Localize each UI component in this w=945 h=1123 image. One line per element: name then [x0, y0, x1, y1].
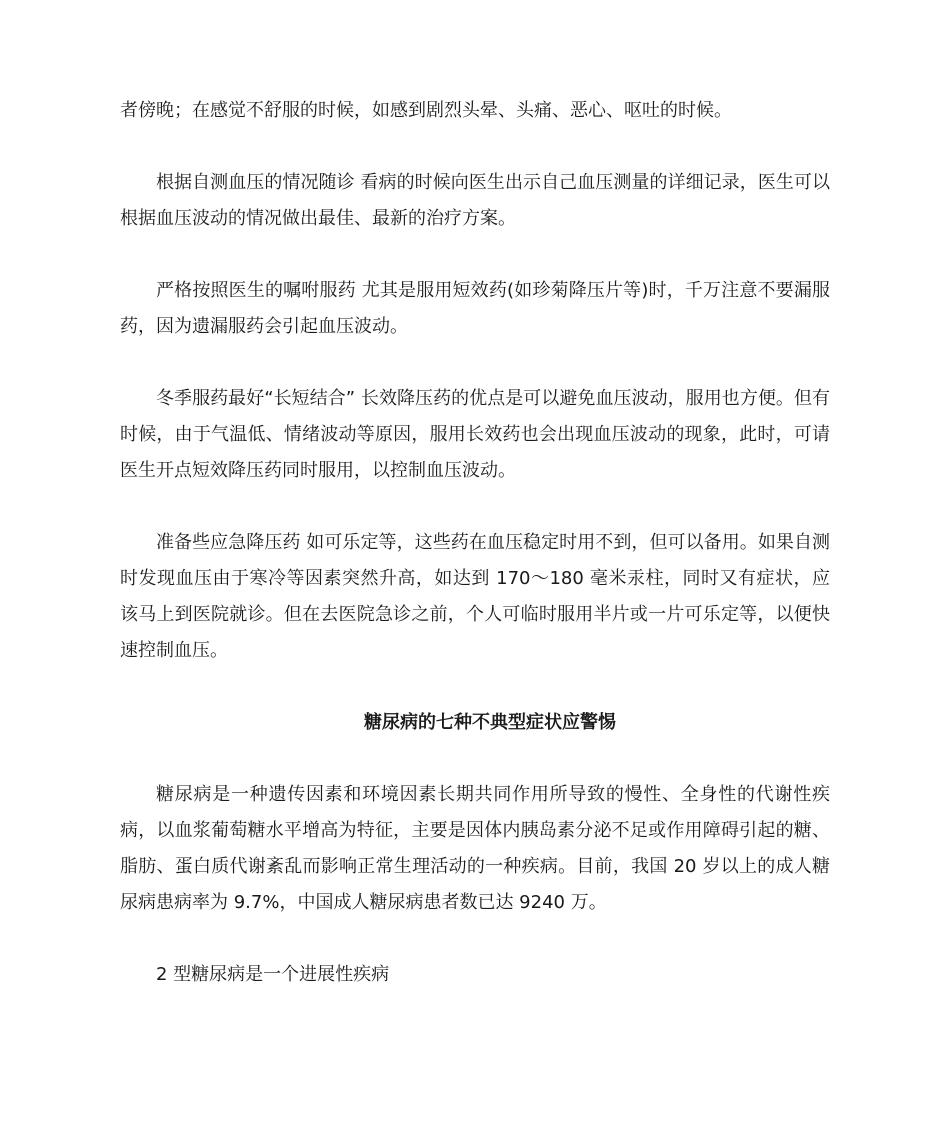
paragraph-lead: 冬季服药最好“长短结合”: [156, 388, 356, 409]
paragraph-diabetes-intro: [120, 777, 830, 921]
paragraph-text: 2 型糖尿病是一个进展性疾病: [156, 964, 390, 985]
paragraph-winter: [120, 381, 830, 489]
paragraph-lead: 严格按照医生的嘱咐服药: [156, 280, 356, 301]
paragraph-medication: [120, 273, 830, 345]
paragraph-follow-up: [120, 165, 830, 237]
paragraph-text: 尤其是服用短效药(如珍菊降压片等)时，千万注意不要漏服药，因为遗漏服药会引起血压波动。: [120, 280, 831, 337]
paragraph-emergency: [120, 525, 830, 669]
paragraph-text: 者傍晚；在感觉不舒服的时候，如感到剧烈头晕、头痛、恶心、呕吐的时候。: [120, 100, 732, 121]
paragraph-text: 糖尿病是一种遗传因素和环境因素长期共同作用所导致的慢性、全身性的代谢性疾病，以血浆葡萄糖水平增高为特征，主要是因体内胰岛素分泌不足或作用障碍引起的糖、脂肪、蛋白质代谢紊乱而影响正常生理活动的一种疾病。目前，我国 20 岁以上的成人糖尿病患病率为 9.7%，中国成人糖尿病患者数已达 9240 万。: [120, 784, 830, 913]
paragraph-continuation: [120, 93, 830, 129]
section-heading: 糖尿病的七种不典型症状应警惕: [364, 712, 616, 733]
paragraph-lead: 准备些应急降压药: [156, 532, 301, 553]
paragraph-lead: 根据自测血压的情况随诊: [156, 172, 355, 193]
paragraph-subheading: [120, 957, 830, 993]
paragraph-text: 看病的时候向医生出示自己血压测量的详细记录，医生可以根据血压波动的情况做出最佳、最新的治疗方案。: [120, 172, 830, 229]
paragraph-text: 长效降压药的优点是可以避免血压波动，服用也方便。但有时候，由于气温低、情绪波动等原因，服用长效药也会出现血压波动的现象，此时，可请医生开点短效降压药同时服用，以控制血压波动。: [120, 388, 830, 481]
paragraph-text: 如可乐定等，这些药在血压稳定时用不到，但可以备用。如果自测时发现血压由于寒冷等因素突然升高，如达到 170～180 毫米汞柱，同时又有症状，应该马上到医院就诊。但在去医院急诊之前，个人可临时服用半片或一片可乐定等，以便快速控制血压。: [120, 532, 831, 661]
